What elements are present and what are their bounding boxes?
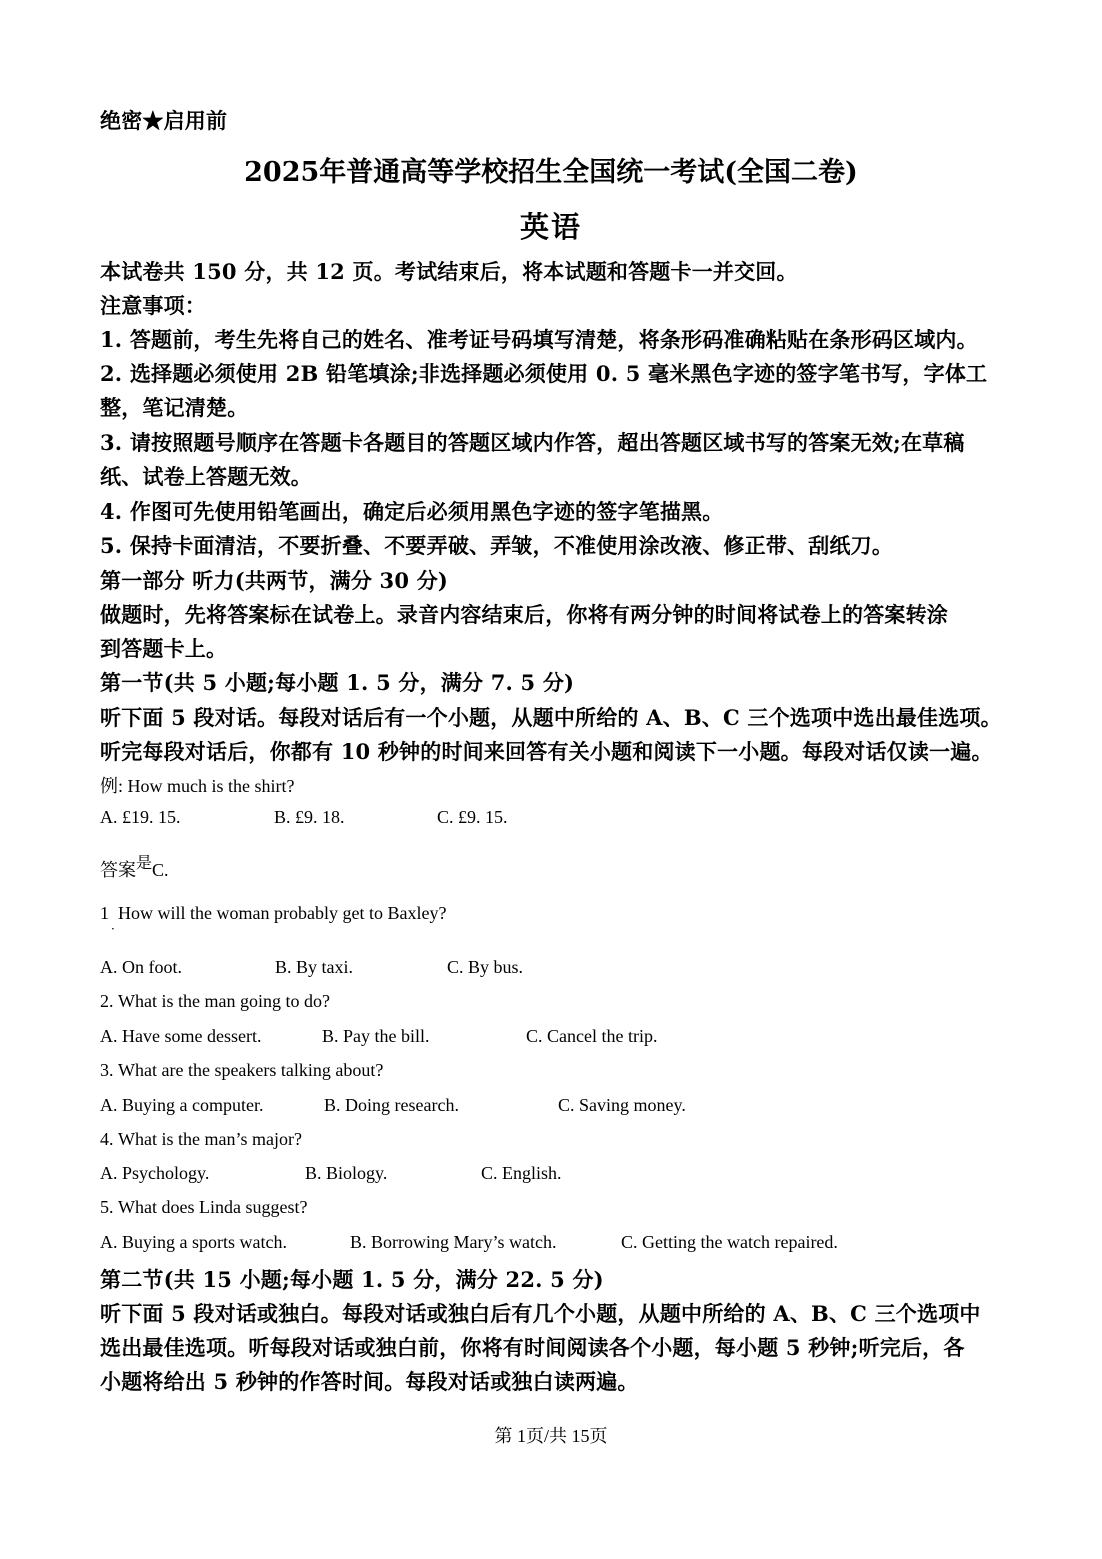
question-text: What are the speakers talking about? (118, 1060, 384, 1080)
question-number: 2. (100, 991, 114, 1011)
confidential-label: 绝密★启用前 (100, 108, 228, 133)
question-5 (100, 1197, 307, 1218)
section2-instruction: 选出最佳选项。听每段对话或独白前，你将有时间阅读各个小题，每小题 5 秒钟;听完后，各 (100, 1335, 965, 1360)
q5-option-c: C. Getting the watch repaired. (621, 1232, 838, 1252)
q2-option-c: C. Cancel the trip. (526, 1026, 658, 1046)
section2-instruction: 小题将给出 5 秒钟的作答时间。每段对话或独白读两遍。 (100, 1369, 639, 1394)
answer-sup: 是 (136, 855, 153, 872)
section2-instruction: 听下面 5 段对话或独白。每段对话或独白后有几个小题，从题中所给的 A、B、C 三个选项中 (100, 1301, 981, 1326)
q3-option-c: C. Saving money. (558, 1095, 686, 1115)
part1-instruction: 到答题卡上。 (100, 636, 228, 661)
question-number: 3. (100, 1060, 114, 1080)
question-text: What is the man’s major? (118, 1129, 302, 1149)
question-1 (100, 903, 446, 924)
notice-item: 纸、试卷上答题无效。 (100, 464, 312, 489)
question-number: 1 (100, 903, 109, 923)
notice-item: 1. 答题前，考生先将自己的姓名、准考证号码填写清楚，将条形码准确粘贴在条形码区域内。 (100, 327, 978, 352)
example-option-b: B. £9. 18. (274, 807, 345, 827)
section1-instruction: 听下面 5 段对话。每段对话后有一个小题，从题中所给的 A、B、C 三个选项中选出最佳选项。 (100, 705, 1002, 730)
notice-item: 整，笔记清楚。 (100, 395, 249, 420)
section1-instruction: 听完每段对话后，你都有 10 秒钟的时间来回答有关小题和阅读下一小题。每段对话仅读一遍。 (100, 739, 993, 764)
exam-title: 2025年普通高等学校招生全国统一考试(全国二卷) (244, 157, 858, 188)
question-text: What is the man going to do? (118, 991, 330, 1011)
notice-item: 4. 作图可先使用铅笔画出，确定后必须用黑色字迹的签字笔描黑。 (100, 499, 724, 524)
q3-option-a: A. Buying a computer. (100, 1095, 264, 1115)
example-option-c: C. £9. 15. (437, 807, 508, 827)
notice-item: 5. 保持卡面清洁，不要折叠、不要弄破、弄皱，不准使用涂改液、修正带、刮纸刀。 (100, 533, 894, 558)
question-2 (100, 991, 330, 1012)
q4-option-b: B. Biology. (305, 1163, 388, 1183)
q3-option-b: B. Doing research. (324, 1095, 459, 1115)
subject-title: 英语 (519, 210, 582, 244)
notice-item: 2. 选择题必须使用 2B 铅笔填涂;非选择题必须使用 0. 5 毫米黑色字迹的签字笔书写，字体工 (100, 361, 988, 386)
answer-prefix: 答案 (100, 860, 136, 880)
stray-dot: · (111, 922, 115, 936)
q1-option-a: A. On foot. (100, 957, 182, 977)
part1-heading: 第一部分 听力(共两节，满分 30 分) (100, 568, 449, 593)
question-number: 4. (100, 1129, 114, 1149)
q4-option-c: C. English. (481, 1163, 562, 1183)
example-option-a: A. £19. 15. (100, 807, 181, 827)
notice-item: 3. 请按照题号顺序在答题卡各题目的答题区域内作答，超出答题区域书写的答案无效;在草稿 (100, 430, 965, 455)
q2-option-a: A. Have some dessert. (100, 1026, 262, 1046)
question-text: How will the woman probably get to Baxley? (118, 903, 447, 923)
part1-instruction: 做题时，先将答案标在试卷上。录音内容结束后，你将有两分钟的时间将试卷上的答案转涂 (100, 602, 948, 627)
section2-heading: 第二节(共 15 小题;每小题 1. 5 分，满分 22. 5 分) (100, 1267, 604, 1292)
notice-heading: 注意事项： (100, 293, 206, 318)
q2-option-b: B. Pay the bill. (322, 1026, 430, 1046)
q5-option-b: B. Borrowing Mary’s watch. (350, 1232, 557, 1252)
intro-text: 本试卷共 150 分，共 12 页。考试结束后，将本试题和答题卡一并交回。 (100, 259, 798, 284)
example-answer (100, 856, 169, 882)
question-3 (100, 1060, 383, 1081)
q1-option-c: C. By bus. (447, 957, 524, 977)
question-text: What does Linda suggest? (118, 1197, 308, 1217)
question-number: 5. (100, 1197, 114, 1217)
answer-value: C. (152, 860, 169, 880)
example-question: 例: How much is the shirt? (100, 776, 295, 796)
q4-option-a: A. Psychology. (100, 1163, 210, 1183)
question-4 (100, 1129, 302, 1150)
section1-heading: 第一节(共 5 小题;每小题 1. 5 分，满分 7. 5 分) (100, 670, 575, 695)
q1-option-b: B. By taxi. (275, 957, 354, 977)
q5-option-a: A. Buying a sports watch. (100, 1232, 287, 1252)
page-footer: 第 1页/共 15页 (494, 1426, 608, 1446)
